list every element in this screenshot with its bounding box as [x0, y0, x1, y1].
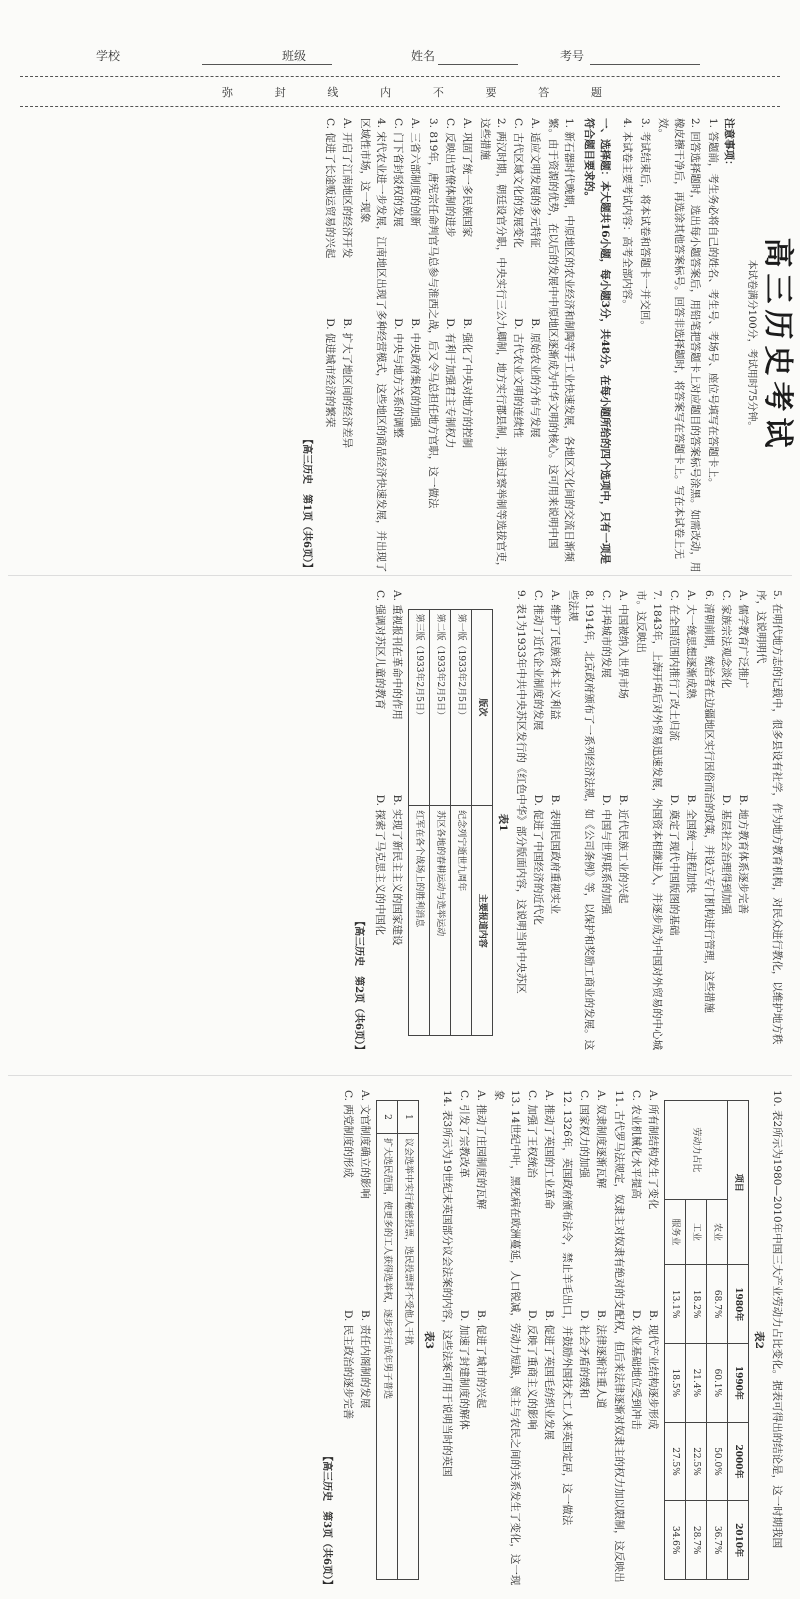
- option-a[interactable]: A. 大一统思想逐渐成熟: [685, 590, 697, 699]
- question-7: [598, 590, 665, 1055]
- option-a[interactable]: A. 所有制结构发生了变化: [647, 1090, 659, 1210]
- option-a[interactable]: A. 儒学教育广泛推广: [737, 590, 749, 689]
- question-9: [372, 590, 529, 1055]
- table-cell: 50.0%: [707, 1422, 728, 1501]
- table-row: [707, 1101, 728, 1580]
- question-2: [442, 118, 509, 573]
- option-d[interactable]: D. 促进了中国经济的近代化: [532, 794, 544, 925]
- table-cell: 13.1%: [665, 1265, 686, 1344]
- question-1: [510, 118, 577, 573]
- option-b[interactable]: B. 近代民族工业的兴起: [617, 794, 629, 904]
- question-stem: 12. 1326年，英国政府颁布法令，禁止羊毛出口，并鼓励外国技术工人来英国定居，这一做法: [561, 1090, 573, 1526]
- note-item: 4. 本试卷主要考试内容：高考全部内容。: [621, 118, 633, 310]
- option-d[interactable]: D. 中央与地方关系的调整: [392, 318, 404, 438]
- table-1-title: 表1: [497, 813, 509, 832]
- table-cell: 18.5%: [665, 1344, 686, 1423]
- table-2: [664, 1100, 749, 1580]
- table-cell: 60.1%: [707, 1344, 728, 1423]
- option-b[interactable]: B. 地方教育体系逐步完善: [737, 794, 749, 914]
- class-label: 班级: [282, 49, 307, 63]
- option-a[interactable]: A. 中国被纳入世界市场: [617, 590, 629, 699]
- note-item: 1. 答题前，考生务必将自己的姓名、考生号、考场号、座位号填写在答题卡上。: [707, 118, 719, 489]
- table-header-cell: 1990年: [728, 1344, 749, 1423]
- option-b[interactable]: B. 中央政府集权的加强: [409, 318, 421, 428]
- option-a[interactable]: A. 三省六部制度的创新: [409, 118, 421, 227]
- option-c[interactable]: C. 开埠城市的发展: [600, 590, 612, 678]
- table-cell: 服务业: [665, 1199, 686, 1265]
- option-c[interactable]: C. 古代区域文化的发展变化: [512, 118, 524, 248]
- table-cell: 扩大选民范围，使更多的工人获得选举权，逐步实行成年男子普选: [377, 1134, 398, 1580]
- table-cell: 第三版（1933年2月5日）: [409, 609, 430, 806]
- option-d[interactable]: D. 加速了封建制度的解体: [458, 1310, 470, 1430]
- table-cell: 34.6%: [665, 1501, 686, 1580]
- seal-char: 要: [485, 86, 497, 99]
- question-stem: 3. 819年，唐宪宗任命判官马总参与淮西之战，后又令马总担任地方官职，这一做法: [427, 118, 439, 509]
- option-d[interactable]: D. 中国与世界联系的加强: [600, 794, 612, 915]
- page-footer: 【高三历史 第2页（共6页）】: [353, 916, 364, 1055]
- table-cell: 28.7%: [686, 1501, 707, 1580]
- table-cell: 1: [398, 1101, 419, 1134]
- exam-no-line[interactable]: [590, 64, 700, 65]
- seal-char: 线: [327, 86, 339, 99]
- option-d[interactable]: D. 有利于加强君主专制权力: [444, 318, 456, 449]
- page-3: [25, 1090, 785, 1590]
- table-header-cell: 2000年: [728, 1422, 749, 1501]
- table-3-title: 表3: [423, 1331, 435, 1349]
- table-3: [376, 1100, 419, 1580]
- seal-line-bottom: [20, 106, 780, 107]
- table-header-cell: 1980年: [728, 1265, 749, 1344]
- option-d[interactable]: D. 促进城市经济的繁荣: [324, 318, 336, 428]
- option-d[interactable]: D. 基层社会治理得到加强: [720, 794, 732, 915]
- question-stem: 13. 14世纪中叶，黑死病在欧洲蔓延，人口锐减，劳动力短缺，领主与农民之间的关系发生了变化，这一现象: [493, 1090, 521, 1586]
- option-a[interactable]: A. 适应文明发展的多元特征: [529, 118, 541, 248]
- seal-text: [222, 84, 602, 100]
- option-b[interactable]: B. 表明民国政府重视实业: [549, 794, 561, 914]
- table-row: [409, 609, 430, 1036]
- seal-char: 题: [590, 86, 602, 99]
- question-13: [456, 1090, 523, 1590]
- option-b[interactable]: B. 现代产业结构逐步形成: [647, 1310, 659, 1430]
- question-5: [718, 590, 785, 1055]
- page-separator: [8, 575, 792, 576]
- question-stem: 4. 宋代农业进一步发展，江南地区出现了多种经营模式，这些地区的商品经济快速发展，并出现了区域性市场，这一现象: [359, 118, 387, 573]
- option-d[interactable]: D. 探索了马克思主义的中国化: [374, 794, 386, 936]
- seal-char: 弥: [222, 86, 233, 99]
- option-c[interactable]: C. 国家权力的加强: [578, 1090, 590, 1178]
- table-row: [398, 1101, 419, 1580]
- table-cell: 第一版（1933年2月5日）: [451, 609, 472, 806]
- table-header-cell: 版次: [472, 609, 493, 806]
- table-group-cell: 劳动力占比: [665, 1101, 728, 1200]
- option-c[interactable]: C. 门下省封驳权的发展: [392, 118, 404, 227]
- school-line[interactable]: [202, 64, 332, 65]
- school-label: 学校: [96, 49, 121, 63]
- table-header-cell: 2010年: [728, 1501, 749, 1580]
- table-2-title: 表2: [753, 1331, 765, 1349]
- exam-no-label: 考号: [560, 49, 585, 63]
- page-separator: [8, 1075, 792, 1076]
- table-header-cell: 主要报道内容: [472, 806, 493, 1036]
- question-6: [666, 590, 717, 1055]
- option-b[interactable]: B. 原始农业的分布与发展: [529, 318, 541, 438]
- option-b[interactable]: B. 促进了城市的兴起: [475, 1310, 487, 1409]
- table-cell: 68.7%: [707, 1265, 728, 1344]
- option-b[interactable]: B. 实现了新民主主义的国家建设: [391, 794, 403, 946]
- table-cell: 36.7%: [707, 1501, 728, 1580]
- option-c[interactable]: C. 农业机械化水平提高: [630, 1090, 642, 1199]
- question-4: [322, 118, 389, 573]
- option-c[interactable]: C. 加强了王权统治: [526, 1090, 538, 1178]
- question-14: [340, 1090, 455, 1590]
- option-a[interactable]: A. 维护了民族资本主义利益: [549, 590, 561, 720]
- option-b[interactable]: B. 促进了英国毛纺织业发展: [543, 1310, 555, 1440]
- option-b[interactable]: B. 强化了中央对地方的控制: [461, 318, 473, 449]
- option-c[interactable]: C. 推动了近代企业制度的发展: [532, 590, 544, 731]
- option-c[interactable]: C. 两党制度的形成: [342, 1090, 354, 1178]
- table-cell: 农业: [707, 1199, 728, 1265]
- question-8: [530, 590, 597, 1055]
- option-c[interactable]: C. 在全国范围内推行了改土归流: [668, 590, 680, 741]
- table-cell: 纪念列宁逝世九周年: [451, 806, 472, 1036]
- note-item: 3. 考试结束后，将本试卷和答题卡一并交回。: [639, 118, 651, 331]
- seal-char: 封: [274, 86, 286, 99]
- table-cell: 27.5%: [665, 1422, 686, 1501]
- question-11: [576, 1090, 627, 1590]
- table-cell: 第二版（1933年2月5日）: [430, 609, 451, 806]
- option-a[interactable]: A. 文官制度确立的影响: [359, 1090, 371, 1199]
- seal-line-top: [20, 76, 780, 77]
- question-stem: 8. 1914年，北京政府颁布了一系列经济法规，如《公司条例》等，以保护和奖励工商业的发展。这些法规: [567, 590, 595, 1051]
- seal-char: 内: [380, 86, 392, 99]
- table-cell: 红军在各个战场上的胜利消息: [409, 806, 430, 1036]
- table-cell: 2: [377, 1101, 398, 1134]
- page-2: [25, 590, 785, 1055]
- option-c[interactable]: C. 反映出官僚体制的进步: [444, 118, 456, 238]
- page-footer: 【高三历史 第1页（共6页）】: [301, 434, 312, 573]
- question-stem: 7. 1843年，上海开埠后对外贸易迅速发展，外国资本相继进入，并逐步成为中国对外贸易的中心城市。这反映出: [635, 590, 663, 1051]
- table-row: [451, 609, 472, 1036]
- option-c[interactable]: C. 家族宗法观念淡化: [720, 590, 732, 689]
- option-a[interactable]: A. 巩固了统一多民族国家: [461, 118, 473, 238]
- table-cell: 21.4%: [686, 1344, 707, 1423]
- question-10: [628, 1090, 785, 1590]
- question-3: [390, 118, 441, 573]
- option-d[interactable]: D. 奠定了现代中国版图的基础: [668, 794, 680, 936]
- question-stem: 1. 新石器时代晚期，中原地区的农业经济和制陶等手工业快速发展，各地区文化间的交流日渐频繁。由于资源的优势，在以后的发展中中原地区逐渐成为中华文明的核心。这可用来说明中国: [547, 118, 575, 562]
- table-cell: 18.2%: [686, 1265, 707, 1344]
- option-b[interactable]: B. 扩大了地区间的经济差异: [341, 318, 353, 449]
- seal-char: 答: [538, 86, 550, 99]
- option-b[interactable]: B. 全国统一进程加快: [685, 794, 697, 893]
- option-a[interactable]: A. 开启了江南地区的经济开发: [341, 118, 353, 259]
- option-d[interactable]: D. 农业基础地位受到冲击: [630, 1310, 642, 1430]
- option-a[interactable]: A. 推动了英国的工业革命: [543, 1090, 555, 1210]
- table-cell: 苏区各地的春耕运动与选举运动: [430, 806, 451, 1036]
- question-stem: 11. 古代罗马法规定，奴隶主对奴隶有绝对的支配权，但后来法律逐渐对奴隶主的权力加以限制，这反映出: [613, 1090, 625, 1583]
- option-c[interactable]: C. 引发了宗教改革: [458, 1090, 470, 1178]
- name-label: 姓名: [411, 49, 436, 63]
- option-c[interactable]: C. 促进了长途贩运贸易的兴起: [324, 118, 336, 259]
- note-item: 2. 回答选择题时，选出每小题答案后，用铅笔把答题卡上对应题目的答案标号涂黑。如需改动，用橡皮擦干净后，再选涂其他答案标号。回答非选择题时，将答案写在答题卡上。写在本试卷上无效。: [657, 118, 701, 573]
- question-stem: 14. 表3所示为19世纪末英国部分议会法案的内容，这些法案可用于说明当时的英国: [441, 1090, 453, 1477]
- table-header-cell: 项目: [728, 1101, 749, 1265]
- seal-char: 不: [432, 86, 444, 99]
- option-d[interactable]: D. 古代农业文明的连续性: [512, 318, 524, 438]
- table-row: [377, 1101, 398, 1580]
- option-a[interactable]: A. 重视报刊在革命中的作用: [391, 590, 403, 720]
- table-cell: 22.5%: [686, 1422, 707, 1501]
- option-d[interactable]: D. 民主政治的逐步完善: [342, 1310, 354, 1420]
- question-12: [524, 1090, 575, 1590]
- option-d[interactable]: D. 反映了重商主义的影响: [526, 1310, 538, 1430]
- table-row: [430, 609, 451, 1036]
- table-1: [408, 609, 493, 1037]
- notes-title: 注意事项：: [723, 118, 735, 171]
- page-footer: 【高三历史 第3页（共6页）】: [321, 1451, 332, 1590]
- exam-title: 高三历史考试: [760, 237, 795, 454]
- option-a[interactable]: A. 推动了庄园制度的瓦解: [475, 1090, 487, 1210]
- option-d[interactable]: D. 社会矛盾的缓和: [578, 1310, 590, 1399]
- option-a[interactable]: A. 奴隶制度逐渐瓦解: [595, 1090, 607, 1189]
- exam-meta: 本试卷满分100分，考试用时75分钟。: [746, 259, 757, 432]
- name-line[interactable]: [438, 64, 518, 65]
- table-cell: 工业: [686, 1199, 707, 1265]
- option-c[interactable]: C. 强调对苏区儿童的教育: [374, 590, 386, 710]
- question-stem: 9. 表1为1933年中共中央苏区发行的《红色中华》部分版面内容，这说明当时中央苏区: [515, 590, 527, 994]
- table-cell: 议会选举中实行秘密投票，选民投票时不受他人干扰: [398, 1134, 419, 1580]
- question-stem: 5. 在明代地方志的记载中，很多县设有社学，作为地方教育机构，对民众进行教化，以维护地方秩序，这说明明代: [755, 590, 783, 1045]
- option-b[interactable]: B. 法律逐渐注重人道: [595, 1310, 607, 1409]
- question-stem: 6. 清朝前期，统治者在边疆地区实行因俗而治的政策，并设立专门机构进行管理，这些措施: [703, 590, 715, 1013]
- question-stem: 2. 两汉时期，朝廷设官分职，中央实行三公九卿制，地方实行郡县制，并通过察举制等选拔官吏，这些措施: [479, 118, 507, 573]
- page-1: [25, 118, 795, 573]
- option-b[interactable]: B. 责任内阁制的发展: [359, 1310, 371, 1409]
- section-heading: 一、选择题：本大题共16小题，每小题3分，共48分。在每小题所给的四个选项中，只有一项是符合题目要求的。: [583, 118, 611, 565]
- question-stem: 10. 表2所示为1980—2010年中国三大产业劳动力占比变化。据表可得出的结论是，这一时期我国: [771, 1090, 783, 1549]
